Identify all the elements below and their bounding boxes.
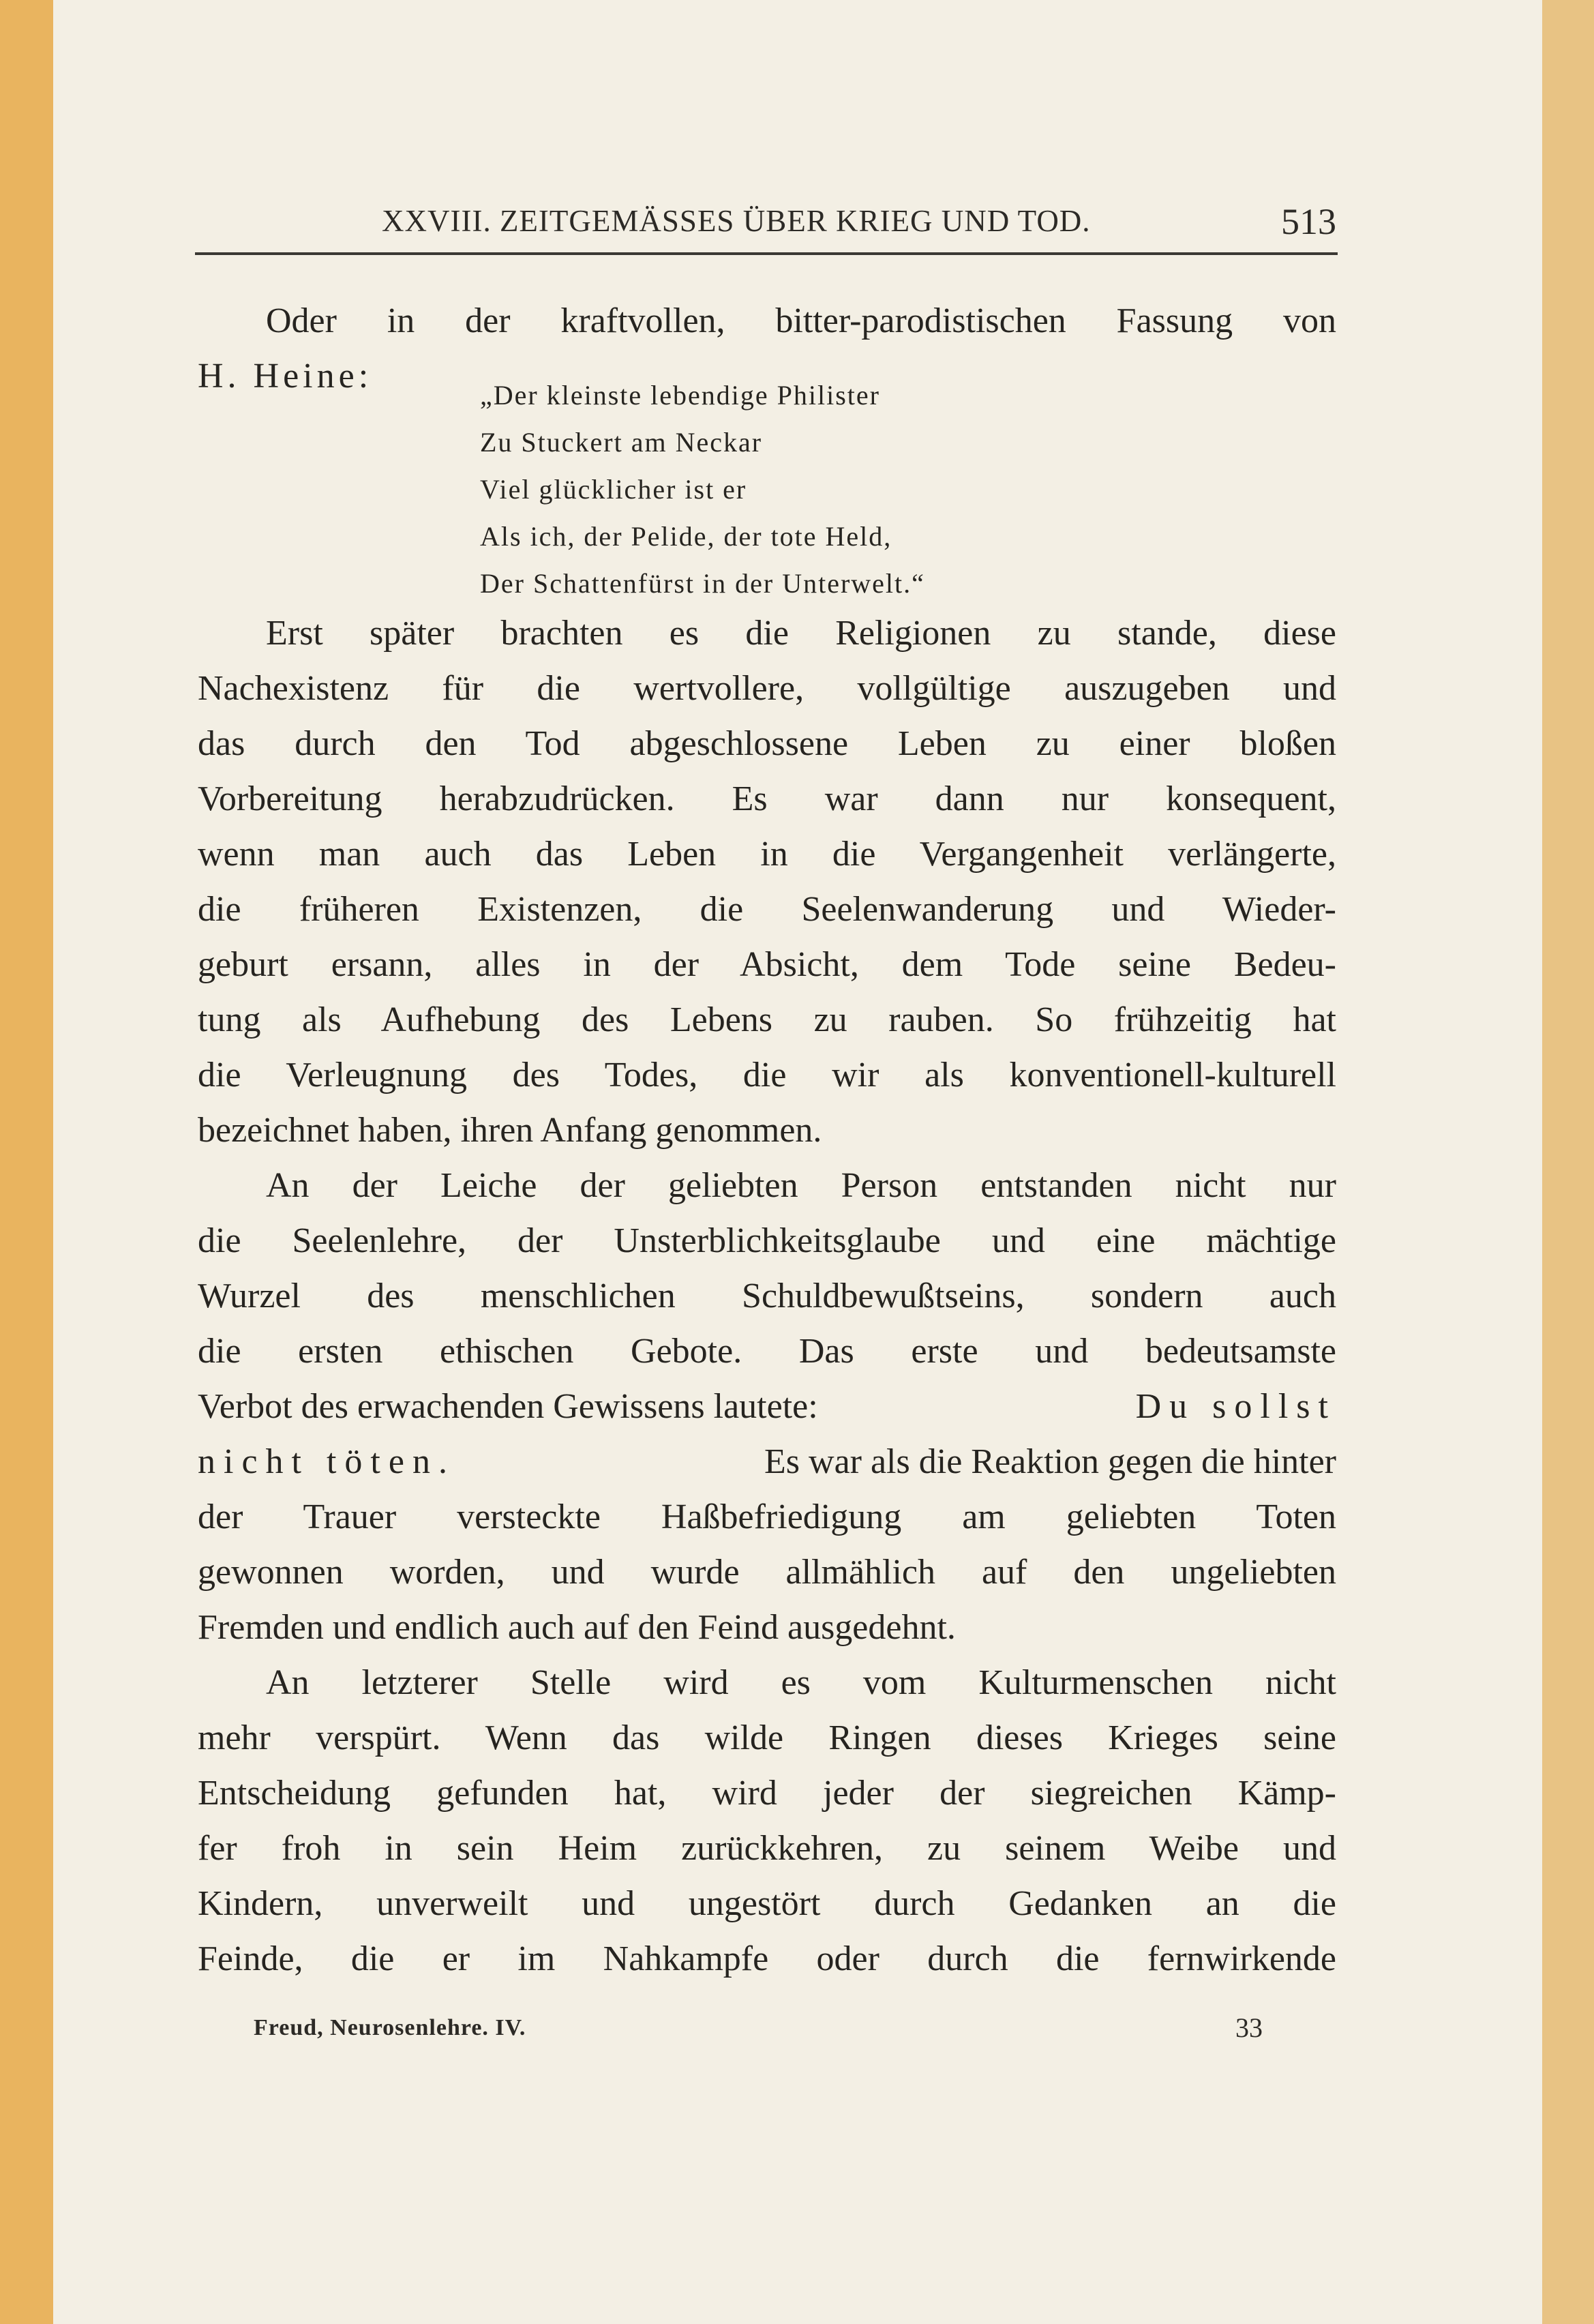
paragraph-line: mehr verspürt. Wenn das wilde Ringen dieses Krieges seine — [198, 1718, 1336, 1757]
paragraph-line: das durch den Tod abgeschlossene Leben zu einer bloßen — [198, 724, 1336, 763]
paragraph-line — [198, 1434, 1336, 1489]
running-header-title: XXVIII. ZEITGEMÄSSES ÜBER KRIEG UND TOD. — [382, 204, 1091, 238]
verse-line: „Der kleinste lebendige Philister — [480, 380, 880, 411]
heine-attribution: H. Heine: — [198, 357, 373, 396]
header-rule — [195, 252, 1338, 255]
verse-line: Viel glücklicher ist er — [480, 474, 747, 505]
paragraph-text: Verbot des erwachenden Gewissens lautete: — [198, 1387, 818, 1426]
intro-line: Oder in der kraftvollen, bitter-parodistischen Fassung von — [266, 301, 1336, 340]
footer-sheet-number: 33 — [1235, 2012, 1263, 2043]
paragraph-line — [198, 1379, 1336, 1434]
paragraph-2 — [198, 1158, 1336, 1655]
paragraph-line: wenn man auch das Leben in die Vergangenheit verlängerte, — [198, 835, 1336, 874]
paragraph-1 — [198, 606, 1336, 1158]
paragraph-line: An letzterer Stelle wird es vom Kulturmenschen nicht — [266, 1663, 1336, 1702]
paragraph-line: der Trauer versteckte Haßbefriedigung am geliebten Toten — [198, 1498, 1336, 1536]
verse-line: Zu Stuckert am Neckar — [480, 427, 763, 458]
paragraph-line: gewonnen worden, und wurde allmählich auf den ungeliebten — [198, 1553, 1336, 1592]
footer-signature: Freud, Neurosenlehre. IV. — [254, 2015, 526, 2040]
page-number: 513 — [1281, 201, 1336, 242]
heine-verse — [480, 372, 1162, 607]
paragraph-3 — [198, 1655, 1336, 1986]
paragraph-line: Entscheidung gefunden hat, wird jeder der siegreichen Kämp- — [198, 1774, 1336, 1813]
paragraph-line: Feinde, die er im Nahkampfe oder durch die fernwirkende — [198, 1939, 1336, 1978]
paragraph-text: Es war als die Reaktion gegen die hinter — [764, 1442, 1336, 1481]
paragraph-line: fer froh in sein Heim zurückkehren, zu seinem Weibe und — [198, 1829, 1336, 1868]
paragraph-line: An der Leiche der geliebten Person entstanden nicht nur — [266, 1166, 1336, 1205]
paragraph-line: die früheren Existenzen, die Seelenwanderung und Wieder- — [198, 890, 1336, 929]
paragraph-line: Fremden und endlich auch auf den Feind ausgedehnt. — [198, 1608, 956, 1647]
page-edge-right — [1542, 0, 1594, 2324]
emphasized-text: nicht töten. — [198, 1442, 455, 1481]
running-header — [198, 199, 1336, 247]
paragraph-line: geburt ersann, alles in der Absicht, dem Tode seine Bedeu- — [198, 945, 1336, 984]
verse-line: Der Schattenfürst in der Unterwelt.“ — [480, 568, 925, 599]
paragraph-line: Wurzel des menschlichen Schuldbewußtseins, sondern auch — [198, 1277, 1336, 1315]
page-edge-left — [0, 0, 53, 2324]
paragraph-line: die Seelenlehre, der Unsterblichkeitsglaube und eine mächtige — [198, 1221, 1336, 1260]
paragraph-line: Nachexistenz für die wertvollere, vollgültige auszugeben und — [198, 669, 1336, 708]
paragraph-line: bezeichnet haben, ihren Anfang genommen. — [198, 1111, 822, 1150]
paragraph-line: Erst später brachten es die Religionen zu stande, diese — [266, 614, 1336, 653]
verse-line: Als ich, der Pelide, der tote Held, — [480, 521, 892, 552]
paragraph-line: tung als Aufhebung des Lebens zu rauben. So frühzeitig hat — [198, 1000, 1336, 1039]
emphasized-text: Du sollst — [1135, 1387, 1336, 1426]
paragraph-line: Vorbereitung herabzudrücken. Es war dann nur konsequent, — [198, 779, 1336, 818]
paragraph-line: Kindern, unverweilt und ungestört durch Gedanken an die — [198, 1884, 1336, 1923]
paragraph-line: die ersten ethischen Gebote. Das erste und bedeutsamste — [198, 1332, 1336, 1371]
paragraph-line: die Verleugnung des Todes, die wir als konventionell-kulturell — [198, 1056, 1336, 1094]
